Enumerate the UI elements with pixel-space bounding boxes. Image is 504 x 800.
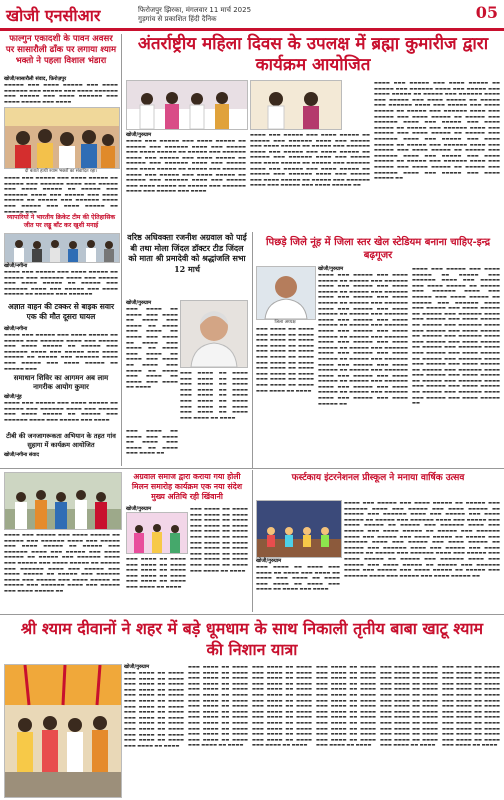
main-body-col1: ▬▬▬▬ ▬▬▬ ▬▬▬▬▬ ▬▬▬ ▬▬▬▬ ▬▬▬▬▬ ▬▬ ▬▬▬▬▬ ▬▬▬ ▬▬▬▬▬▬ ▬▬▬▬ ▬▬▬ ▬▬▬▬▬ ▬▬▬ ▬▬▬▬ ▬▬▬▬▬ ▬▬ ▬▬▬▬▬ ▬▬▬ ▬▬▬▬▬▬ ▬▬▬▬ ▬▬▬ ▬▬▬▬▬ ▬▬▬ ▬▬▬▬ ▬▬▬▬▬ ▬▬ ▬▬▬▬▬ ▬▬▬ ▬▬▬▬▬▬ ▬▬▬▬ ▬▬▬ ▬▬▬▬▬ ▬▬▬ ▬▬▬▬ ▬▬▬▬▬ ▬▬ ▬▬▬▬▬ ▬▬▬ ▬▬▬▬▬▬ ▬▬▬▬ ▬▬▬ ▬▬▬▬▬ ▬▬▬ ▬▬▬▬ ▬▬▬▬▬ ▬▬ ▬▬▬▬▬ ▬▬▬ ▬▬▬▬▬▬ ▬▬▬▬ ▬▬▬ ▬▬▬▬▬ ▬▬▬ ▬▬▬▬ ▬▬▬▬▬ ▬▬ ▬▬▬▬▬ ▬▬▬ ▬▬▬▬▬▬ ▬▬▬▬ ▬▬▬ ▬▬▬▬▬ ▬▬▬ ▬▬▬▬ bbox=[126, 138, 246, 194]
story-samadhan-body: ▬▬▬▬ ▬▬▬ ▬▬▬▬▬ ▬▬▬ ▬▬▬▬ ▬▬▬▬▬ ▬▬ ▬▬▬▬▬ ▬▬▬ ▬▬▬▬▬▬ ▬▬▬▬ ▬▬▬ ▬▬▬▬▬ ▬▬▬ ▬▬▬▬ ▬▬▬▬▬ ▬▬ ▬▬▬▬▬ ▬▬▬ ▬▬▬▬▬▬ ▬▬▬▬ ▬▬▬ ▬▬▬▬▬ ▬▬▬ ▬▬▬▬ bbox=[4, 400, 118, 422]
story-tb-body: ▬▬▬▬ ▬▬▬ ▬▬▬▬▬ ▬▬▬ ▬▬▬▬ ▬▬▬▬▬ ▬▬ ▬▬▬▬▬ ▬▬▬ ▬▬▬▬▬▬ ▬▬▬▬ ▬▬▬ ▬▬▬▬▬ ▬▬▬ ▬▬▬▬ ▬▬▬▬▬ ▬▬ ▬▬▬▬▬ ▬▬▬ ▬▬▬▬▬▬ ▬▬▬▬ ▬▬▬ ▬▬▬▬▬ ▬▬▬ ▬▬▬▬ ▬▬▬▬▬ ▬▬ ▬▬▬▬▬ ▬▬▬ ▬▬▬▬▬▬ ▬▬▬▬ ▬▬▬ ▬▬▬▬▬ ▬▬▬ ▬▬▬▬ ▬▬▬▬▬ ▬▬ ▬▬▬▬▬ ▬▬▬ ▬▬▬▬▬▬ ▬▬▬▬ ▬▬▬ ▬▬▬▬▬ ▬▬▬ ▬▬▬▬ ▬▬▬▬▬ ▬▬ ▬▬▬▬▬ ▬▬▬ ▬▬▬▬▬▬ ▬▬▬▬ ▬▬▬ ▬▬▬▬▬ ▬▬▬ ▬▬▬▬ ▬▬▬▬▬ ▬▬ ▬▬▬▬▬ ▬▬▬ ▬▬▬▬▬▬ ▬▬▬▬ ▬▬▬ ▬▬▬▬▬ ▬▬▬ ▬▬▬▬ ▬▬▬▬▬ ▬▬ bbox=[4, 532, 120, 593]
school-dateline: खोजी/गुरुग्राम bbox=[256, 558, 282, 564]
main-dateline: खोजी/गुरुग्राम bbox=[126, 132, 152, 138]
story-accident-headline: अज्ञात वाहन की टक्कर से बाइक सवार एक की मौत दूसरा घायल bbox=[7, 302, 115, 321]
story-falgun-dateline: खोजी/सासारौली संवाद, फ़िरोज़पुर bbox=[4, 76, 67, 82]
bottom-dateline: खोजी/गुरुग्राम bbox=[124, 664, 150, 670]
stadium-dateline: खोजी/गुरुग्राम bbox=[318, 266, 344, 272]
story-falgun-body-2: ▬▬▬▬ ▬▬▬ ▬▬▬▬▬ ▬▬▬ ▬▬▬▬ ▬▬▬▬▬ ▬▬ ▬▬▬▬▬ ▬▬▬ ▬▬▬▬▬▬ ▬▬▬▬ ▬▬▬ ▬▬▬▬▬ ▬▬▬ ▬▬▬▬ ▬▬▬▬▬ ▬▬ ▬▬▬▬▬ ▬▬▬ ▬▬▬▬▬▬ ▬▬▬▬ ▬▬▬ ▬▬▬▬▬ ▬▬▬ ▬▬▬▬ ▬▬▬▬▬ ▬▬ ▬▬▬▬▬ ▬▬▬ ▬▬▬▬▬▬ ▬▬▬▬ ▬▬▬ ▬▬▬▬▬ ▬▬▬ ▬▬▬▬ ▬▬▬▬▬ ▬▬ ▬▬▬▬▬ ▬▬▬ bbox=[4, 175, 118, 214]
bottom-body-col1: ▬▬▬ ▬▬▬▬ ▬▬ ▬▬▬▬ ▬▬▬ ▬▬▬▬ ▬▬ ▬▬▬▬ ▬▬▬ ▬▬▬▬ ▬▬ ▬▬▬▬ ▬▬▬ ▬▬▬▬ ▬▬ ▬▬▬▬ ▬▬▬ ▬▬▬▬ ▬▬ ▬▬▬▬ ▬▬▬ ▬▬▬▬ ▬▬ ▬▬▬▬ ▬▬▬ ▬▬▬▬ ▬▬ ▬▬▬▬ ▬▬▬ ▬▬▬▬ ▬▬ ▬▬▬▬ ▬▬▬ ▬▬▬▬ ▬▬ ▬▬▬▬ ▬▬▬ ▬▬▬▬ ▬▬ ▬▬▬▬ ▬▬▬ ▬▬▬▬ ▬▬ ▬▬▬▬ ▬▬▬ ▬▬▬▬ ▬▬ ▬▬▬▬ ▬▬▬ ▬▬▬▬ ▬▬ ▬▬▬▬ ▬▬▬ ▬▬▬▬ ▬▬ ▬▬▬▬ bbox=[124, 670, 184, 748]
photo-bhandara-caption: दी बताते हाथी श्याम भक्तों का संवादित रहा। bbox=[24, 169, 98, 174]
obituary-headline: वरिष्ठ अधिवक्ता रजनीश अग्रवाल को पाई बी तथा मोला जिंदल डॉक्टर टीड जिंदल को माता श्री प्रमादेवी को श्रद्धांजलि सभा 12 मार्च bbox=[127, 232, 247, 274]
story-accident-dateline: खोजी/नगीना bbox=[4, 326, 28, 332]
stadium-headline: पिछड़े जिले नूंह में जिला स्तर खेल स्टेडियम बनाना चाहिए-इन्द्र बढ़गूजर bbox=[265, 237, 491, 261]
story-falgun-body: ▬▬▬▬▬ ▬▬▬ ▬▬▬▬ ▬▬▬▬▬ ▬▬▬ ▬▬▬▬ ▬▬▬▬▬▬ ▬▬▬ ▬▬▬▬▬ ▬▬▬ ▬▬▬▬ ▬▬▬▬▬▬ ▬▬▬ ▬▬▬▬▬ ▬▬▬ ▬▬▬▬ ▬▬▬▬▬▬ ▬▬▬ ▬▬▬▬ ▬▬▬▬▬ ▬▬▬ ▬▬▬▬ bbox=[4, 82, 118, 104]
bottom-body-col6: ▬▬▬ ▬▬▬▬ ▬▬ ▬▬▬▬ ▬▬▬ ▬▬▬▬ ▬▬ ▬▬▬▬ ▬▬▬ ▬▬▬▬ ▬▬ ▬▬▬▬ ▬▬▬ ▬▬▬▬ ▬▬ ▬▬▬▬ ▬▬▬ ▬▬▬▬ ▬▬ ▬▬▬▬ ▬▬▬ ▬▬▬▬ ▬▬ ▬▬▬▬ ▬▬▬ ▬▬▬▬ ▬▬ ▬▬▬▬ ▬▬▬ ▬▬▬▬ ▬▬ ▬▬▬▬ ▬▬▬ ▬▬▬▬ ▬▬ ▬▬▬▬ ▬▬▬ ▬▬▬▬ ▬▬ ▬▬▬▬ ▬▬▬ ▬▬▬▬ ▬▬ ▬▬▬▬ ▬▬▬ ▬▬▬▬ ▬▬ ▬▬▬▬ ▬▬▬ ▬▬▬▬ ▬▬ ▬▬▬▬ ▬▬▬ ▬▬▬▬ ▬▬ ▬▬▬▬ ▬▬▬ ▬▬▬▬ ▬▬ ▬▬▬▬ bbox=[442, 664, 500, 748]
photo-bhandara bbox=[4, 107, 120, 169]
school-headline: फर्स्टकाय इंटरनेशनल प्रीस्कूल ने मनाया वार्षिक उत्सव bbox=[291, 473, 465, 483]
photo-brahma-kumaris-1 bbox=[126, 80, 248, 130]
holi-dateline: खोजी/गुरुग्राम bbox=[126, 506, 152, 512]
bottom-body-col5: ▬▬▬ ▬▬▬▬ ▬▬ ▬▬▬▬ ▬▬▬ ▬▬▬▬ ▬▬ ▬▬▬▬ ▬▬▬ ▬▬▬▬ ▬▬ ▬▬▬▬ ▬▬▬ ▬▬▬▬ ▬▬ ▬▬▬▬ ▬▬▬ ▬▬▬▬ ▬▬ ▬▬▬▬ ▬▬▬ ▬▬▬▬ ▬▬ ▬▬▬▬ ▬▬▬ ▬▬▬▬ ▬▬ ▬▬▬▬ ▬▬▬ ▬▬▬▬ ▬▬ ▬▬▬▬ ▬▬▬ ▬▬▬▬ ▬▬ ▬▬▬▬ ▬▬▬ ▬▬▬▬ ▬▬ ▬▬▬▬ ▬▬▬ ▬▬▬▬ ▬▬ ▬▬▬▬ ▬▬▬ ▬▬▬▬ ▬▬ ▬▬▬▬ ▬▬▬ ▬▬▬▬ ▬▬ ▬▬▬▬ ▬▬▬ ▬▬▬▬ ▬▬ ▬▬▬▬ ▬▬▬ ▬▬▬▬ ▬▬ ▬▬▬▬ bbox=[380, 664, 438, 748]
publication-line: गुड़गांव से प्रकाशित हिंदी दैनिक bbox=[138, 15, 217, 23]
holi-headline: अग्रवाल समाज द्वारा कराया गया होली मिलन समारोह कार्यक्रम एक नया संदेश मुख्य अतिथि रही खिंवानी bbox=[131, 472, 243, 501]
issue-date: फिरोजपुर झिरका, मंगलवार 11 मार्च 2025 bbox=[138, 6, 252, 14]
story-cricket-body: ▬▬▬▬ ▬▬▬ ▬▬▬▬▬ ▬▬▬ ▬▬▬▬ ▬▬▬▬▬ ▬▬ ▬▬▬▬▬ ▬▬▬ ▬▬▬▬▬▬ ▬▬▬▬ ▬▬▬ ▬▬▬▬▬ ▬▬▬ ▬▬▬▬ ▬▬▬▬▬ ▬▬ ▬▬▬▬▬ ▬▬▬ ▬▬▬▬▬▬ ▬▬▬▬ ▬▬▬ ▬▬▬▬▬ ▬▬▬ ▬▬▬▬ ▬▬▬▬▬ ▬▬ ▬▬▬▬▬ ▬▬▬ ▬▬▬▬▬▬ bbox=[4, 269, 118, 297]
obituary-body: ▬▬▬ ▬▬▬▬ ▬▬ ▬▬▬▬ ▬▬▬ ▬▬▬▬ ▬▬ ▬▬▬▬ ▬▬▬ ▬▬▬▬ ▬▬ ▬▬▬▬ ▬▬▬ ▬▬▬▬ ▬▬ ▬▬▬▬ ▬▬▬ ▬▬▬▬ ▬▬ ▬▬▬▬ ▬▬▬ ▬▬▬▬ ▬▬ ▬▬▬▬ ▬▬▬ ▬▬▬▬ ▬▬ ▬▬▬▬ ▬▬▬ ▬▬▬▬ ▬▬ ▬▬▬▬ ▬▬▬ ▬▬▬▬ ▬▬ ▬▬▬▬ ▬▬▬ ▬▬▬▬ ▬▬ ▬▬▬▬ ▬▬▬ ▬▬▬▬ ▬▬ ▬▬▬▬ bbox=[126, 306, 178, 390]
bottom-body-col2: ▬▬▬ ▬▬▬▬ ▬▬ ▬▬▬▬ ▬▬▬ ▬▬▬▬ ▬▬ ▬▬▬▬ ▬▬▬ ▬▬▬▬ ▬▬ ▬▬▬▬ ▬▬▬ ▬▬▬▬ ▬▬ ▬▬▬▬ ▬▬▬ ▬▬▬▬ ▬▬ ▬▬▬▬ ▬▬▬ ▬▬▬▬ ▬▬ ▬▬▬▬ ▬▬▬ ▬▬▬▬ ▬▬ ▬▬▬▬ ▬▬▬ ▬▬▬▬ ▬▬ ▬▬▬▬ ▬▬▬ ▬▬▬▬ ▬▬ ▬▬▬▬ ▬▬▬ ▬▬▬▬ ▬▬ ▬▬▬▬ ▬▬▬ ▬▬▬▬ ▬▬ ▬▬▬▬ ▬▬▬ ▬▬▬▬ ▬▬ ▬▬▬▬ ▬▬▬ ▬▬▬▬ ▬▬ ▬▬▬▬ ▬▬▬ ▬▬▬▬ ▬▬ ▬▬▬▬ ▬▬▬ ▬▬▬▬ ▬▬ ▬▬▬▬ bbox=[188, 664, 248, 748]
photo-indra-badgujar bbox=[256, 266, 316, 320]
holi-body-col0: ▬▬▬ ▬▬▬▬ ▬▬ ▬▬▬▬ ▬▬▬ ▬▬▬▬ ▬▬ ▬▬▬▬ ▬▬▬ ▬▬▬▬ ▬▬ ▬▬▬▬ ▬▬▬ ▬▬▬▬ ▬▬ ▬▬▬▬ ▬▬▬ ▬▬▬▬ ▬▬ ▬▬▬▬ ▬▬▬ ▬▬▬▬ ▬▬ ▬▬▬▬ bbox=[126, 556, 186, 589]
holi-body-col1: ▬▬▬ ▬▬▬▬ ▬▬ ▬▬▬▬ ▬▬▬ ▬▬▬▬ ▬▬ ▬▬▬▬ ▬▬▬ ▬▬▬▬ ▬▬ ▬▬▬▬ ▬▬▬ ▬▬▬▬ ▬▬ ▬▬▬▬ ▬▬▬ ▬▬▬▬ ▬▬ ▬▬▬▬ ▬▬▬ ▬▬▬▬ ▬▬ ▬▬▬▬ ▬▬▬ ▬▬▬▬ ▬▬ ▬▬▬▬ ▬▬▬ ▬▬▬▬ ▬▬ ▬▬▬▬ ▬▬▬ ▬▬▬▬ ▬▬ ▬▬▬▬ ▬▬▬ ▬▬▬▬ ▬▬ ▬▬▬▬ ▬▬▬ ▬▬▬▬ ▬▬ ▬▬▬▬ ▬▬▬ ▬▬▬▬ ▬▬ ▬▬▬▬ bbox=[190, 506, 248, 573]
story-cricket-dateline: खोजी/नगीना bbox=[4, 263, 28, 269]
bottom-body-col4: ▬▬▬ ▬▬▬▬ ▬▬ ▬▬▬▬ ▬▬▬ ▬▬▬▬ ▬▬ ▬▬▬▬ ▬▬▬ ▬▬▬▬ ▬▬ ▬▬▬▬ ▬▬▬ ▬▬▬▬ ▬▬ ▬▬▬▬ ▬▬▬ ▬▬▬▬ ▬▬ ▬▬▬▬ ▬▬▬ ▬▬▬▬ ▬▬ ▬▬▬▬ ▬▬▬ ▬▬▬▬ ▬▬ ▬▬▬▬ ▬▬▬ ▬▬▬▬ ▬▬ ▬▬▬▬ ▬▬▬ ▬▬▬▬ ▬▬ ▬▬▬▬ ▬▬▬ ▬▬▬▬ ▬▬ ▬▬▬▬ ▬▬▬ ▬▬▬▬ ▬▬ ▬▬▬▬ ▬▬▬ ▬▬▬▬ ▬▬ ▬▬▬▬ ▬▬▬ ▬▬▬▬ ▬▬ ▬▬▬▬ ▬▬▬ ▬▬▬▬ ▬▬ ▬▬▬▬ ▬▬▬ ▬▬▬▬ ▬▬ ▬▬▬▬ bbox=[316, 664, 376, 748]
section-divider bbox=[0, 614, 504, 615]
photo-nishan-yatra bbox=[4, 664, 122, 798]
main-body-col3: ▬▬▬▬ ▬▬▬ ▬▬▬▬▬ ▬▬▬ ▬▬▬▬ ▬▬▬▬▬ ▬▬ ▬▬▬▬▬ ▬▬▬ ▬▬▬▬▬▬ ▬▬▬▬ ▬▬▬ ▬▬▬▬▬ ▬▬▬ ▬▬▬▬ ▬▬▬▬▬ ▬▬ ▬▬▬▬▬ ▬▬▬ ▬▬▬▬▬▬ ▬▬▬▬ ▬▬▬ ▬▬▬▬▬ ▬▬▬ ▬▬▬▬ ▬▬▬▬▬ ▬▬ ▬▬▬▬▬ ▬▬▬ ▬▬▬▬▬▬ ▬▬▬▬ ▬▬▬ ▬▬▬▬▬ ▬▬▬ ▬▬▬▬ ▬▬▬▬▬ ▬▬ ▬▬▬▬▬ ▬▬▬ ▬▬▬▬▬▬ ▬▬▬▬ ▬▬▬ ▬▬▬▬▬ ▬▬▬ ▬▬▬▬ ▬▬▬▬▬ ▬▬ ▬▬▬▬▬ ▬▬▬ ▬▬▬▬▬▬ ▬▬▬▬ ▬▬▬ ▬▬▬▬▬ ▬▬▬ ▬▬▬▬ ▬▬▬▬▬ ▬▬ ▬▬▬▬▬ ▬▬▬ ▬▬▬▬▬▬ ▬▬▬▬ ▬▬▬ ▬▬▬▬▬ ▬▬▬ ▬▬▬▬ ▬▬▬▬▬ ▬▬ ▬▬▬▬▬ ▬▬▬ ▬▬▬▬▬▬ ▬▬▬▬ ▬▬▬ ▬▬▬▬▬ ▬▬▬ ▬▬▬▬ ▬▬▬▬▬ ▬▬ ▬▬▬▬▬ ▬▬▬ ▬▬▬▬▬▬ ▬▬▬▬ ▬▬▬ ▬▬▬▬▬ ▬▬▬ ▬▬▬▬ ▬▬▬▬▬ ▬▬ ▬▬▬▬▬ ▬▬▬ ▬▬▬▬▬▬ ▬▬▬▬ ▬▬▬ ▬▬▬▬▬ ▬▬▬ ▬▬▬▬ ▬▬▬▬▬ ▬▬ ▬▬▬▬▬ ▬▬▬ ▬▬▬▬▬▬ ▬▬▬▬ ▬▬▬ ▬▬▬▬▬ ▬▬▬ ▬▬▬▬ ▬▬▬▬▬ ▬▬ ▬▬▬▬▬ ▬▬▬ ▬▬▬▬▬▬ ▬▬▬▬ ▬▬▬ ▬▬▬▬▬ ▬▬▬ ▬▬▬▬ ▬▬▬▬▬ ▬▬ bbox=[374, 80, 500, 181]
photo-obituary-portrait bbox=[180, 300, 248, 368]
bottom-headline: श्री श्याम दीवानों ने शहर में बड़े धूमधाम के साथ निकाली तृतीय बाबा खाटू श्याम की निशान यात्रा bbox=[20, 619, 484, 659]
story-samadhan-headline: समाधान शिविर का आगमन अब लाम नागरीक आयोग कुमार bbox=[13, 373, 109, 391]
story-cricket-headline: व्यापारियों ने भारतीय क्रिकेट टीम की ऐतिहासिक जीत पर लड्डू बाँट कर खुशी मनाई bbox=[6, 214, 116, 229]
photo-cricket-celebration bbox=[4, 233, 120, 263]
bottom-body-col3: ▬▬▬ ▬▬▬▬ ▬▬ ▬▬▬▬ ▬▬▬ ▬▬▬▬ ▬▬ ▬▬▬▬ ▬▬▬ ▬▬▬▬ ▬▬ ▬▬▬▬ ▬▬▬ ▬▬▬▬ ▬▬ ▬▬▬▬ ▬▬▬ ▬▬▬▬ ▬▬ ▬▬▬▬ ▬▬▬ ▬▬▬▬ ▬▬ ▬▬▬▬ ▬▬▬ ▬▬▬▬ ▬▬ ▬▬▬▬ ▬▬▬ ▬▬▬▬ ▬▬ ▬▬▬▬ ▬▬▬ ▬▬▬▬ ▬▬ ▬▬▬▬ ▬▬▬ ▬▬▬▬ ▬▬ ▬▬▬▬ ▬▬▬ ▬▬▬▬ ▬▬ ▬▬▬▬ ▬▬▬ ▬▬▬▬ ▬▬ ▬▬▬▬ ▬▬▬ ▬▬▬▬ ▬▬ ▬▬▬▬ ▬▬▬ ▬▬▬▬ ▬▬ ▬▬▬▬ ▬▬▬ ▬▬▬▬ ▬▬ ▬▬▬▬ bbox=[252, 664, 312, 748]
photo-holi-milan bbox=[126, 512, 188, 554]
column-divider bbox=[252, 232, 253, 468]
main-body-col2: ▬▬▬▬ ▬▬▬ ▬▬▬▬▬ ▬▬▬ ▬▬▬▬ ▬▬▬▬▬ ▬▬ ▬▬▬▬▬ ▬▬▬ ▬▬▬▬▬▬ ▬▬▬▬ ▬▬▬ ▬▬▬▬▬ ▬▬▬ ▬▬▬▬ ▬▬▬▬▬ ▬▬ ▬▬▬▬▬ ▬▬▬ ▬▬▬▬▬▬ ▬▬▬▬ ▬▬▬ ▬▬▬▬▬ ▬▬▬ ▬▬▬▬ ▬▬▬▬▬ ▬▬ ▬▬▬▬▬ ▬▬▬ ▬▬▬▬▬▬ ▬▬▬▬ ▬▬▬ ▬▬▬▬▬ ▬▬▬ ▬▬▬▬ ▬▬▬▬▬ ▬▬ ▬▬▬▬▬ ▬▬▬ ▬▬▬▬▬▬ ▬▬▬▬ ▬▬▬ ▬▬▬▬▬ ▬▬▬ ▬▬▬▬ ▬▬▬▬▬ ▬▬ ▬▬▬▬▬ ▬▬▬ ▬▬▬▬▬▬ ▬▬▬▬ ▬▬▬ ▬▬▬▬▬ ▬▬▬ ▬▬▬▬ ▬▬▬▬▬ ▬▬ ▬▬▬▬▬ ▬▬▬ ▬▬▬▬▬▬ ▬▬▬▬ ▬▬▬ ▬▬▬▬▬ ▬▬▬ ▬▬▬▬ ▬▬▬▬▬ ▬▬ bbox=[250, 132, 370, 188]
story-falgun-headline: फाल्गुन एकादशी के पावन अवसर पर सासारौली ढाँक पर लगाया श्याम भक्तो ने पहला विशाल भंडारा bbox=[5, 34, 117, 66]
masthead-meta bbox=[138, 6, 251, 24]
masthead bbox=[0, 0, 504, 31]
story-tb-dateline: खोजी/नगीना संवाद bbox=[4, 452, 40, 458]
main-headline: अंतर्राष्ट्रीय महिला दिवस के उपलक्ष में ब्रह्मा कुमारीज द्वारा कार्यक्रम आयोजित bbox=[137, 34, 489, 75]
school-body-col1: ▬▬▬▬ ▬▬▬ ▬▬▬▬▬ ▬▬▬ ▬▬▬▬ ▬▬▬▬▬ ▬▬ ▬▬▬▬▬ ▬▬▬ ▬▬▬▬▬▬ ▬▬▬▬ ▬▬▬ ▬▬▬▬▬ ▬▬▬ ▬▬▬▬ ▬▬▬▬▬ ▬▬ ▬▬▬▬▬ ▬▬▬ ▬▬▬▬▬▬ ▬▬▬▬ ▬▬▬ ▬▬▬▬▬ ▬▬▬ ▬▬▬▬ ▬▬▬▬▬ ▬▬ ▬▬▬▬▬ ▬▬▬ ▬▬▬▬▬▬ ▬▬▬▬ ▬▬▬ ▬▬▬▬▬ ▬▬▬ ▬▬▬▬ ▬▬▬▬▬ ▬▬ ▬▬▬▬▬ ▬▬▬ ▬▬▬▬▬▬ ▬▬▬▬ ▬▬▬ ▬▬▬▬▬ ▬▬▬ ▬▬▬▬ ▬▬▬▬▬ ▬▬ ▬▬▬▬▬ ▬▬▬ ▬▬▬▬▬▬ ▬▬▬▬ ▬▬▬ ▬▬▬▬▬ ▬▬▬ ▬▬▬▬ ▬▬▬▬▬ ▬▬ ▬▬▬▬▬ ▬▬▬ ▬▬▬▬▬▬ ▬▬▬▬ ▬▬▬ ▬▬▬▬▬ ▬▬▬ ▬▬▬▬ ▬▬▬▬▬ ▬▬ ▬▬▬▬▬ ▬▬▬ ▬▬▬▬▬▬ ▬▬▬▬ ▬▬▬ ▬▬▬▬▬ ▬▬▬ ▬▬▬▬ ▬▬▬▬▬ ▬▬ ▬▬▬▬▬ ▬▬▬ ▬▬▬▬▬▬ ▬▬▬▬ ▬▬▬ ▬▬▬▬▬ ▬▬▬ ▬▬▬▬ ▬▬▬▬▬ ▬▬ ▬▬▬▬▬ ▬▬▬ ▬▬▬▬▬▬ ▬▬▬▬ ▬▬▬ ▬▬▬▬▬ ▬▬▬ ▬▬▬▬ ▬▬▬▬▬ ▬▬ ▬▬▬▬▬ ▬▬▬ ▬▬▬▬▬▬ ▬▬▬▬ ▬▬▬ ▬▬▬▬▬ ▬▬▬ ▬▬▬▬ ▬▬▬▬▬ ▬▬ ▬▬▬▬▬ ▬▬▬ ▬▬▬▬▬▬ ▬▬▬▬ ▬▬▬ ▬▬▬▬▬ ▬▬▬ ▬▬▬▬ ▬▬▬▬▬ ▬▬ bbox=[344, 500, 500, 578]
photo-preschool-event bbox=[256, 500, 342, 558]
obituary-dateline: खोजी/गुरुग्राम bbox=[126, 300, 152, 306]
stadium-body-col2: ▬▬▬▬ ▬▬▬ ▬▬▬▬▬ ▬▬▬ ▬▬▬▬ ▬▬▬▬▬ ▬▬ ▬▬▬▬▬ ▬▬▬ ▬▬▬▬▬▬ ▬▬▬▬ ▬▬▬ ▬▬▬▬▬ ▬▬▬ ▬▬▬▬ ▬▬▬▬▬ ▬▬ ▬▬▬▬▬ ▬▬▬ ▬▬▬▬▬▬ ▬▬▬▬ ▬▬▬ ▬▬▬▬▬ ▬▬▬ ▬▬▬▬ ▬▬▬▬▬ ▬▬ ▬▬▬▬▬ ▬▬▬ ▬▬▬▬▬▬ ▬▬▬▬ ▬▬▬ ▬▬▬▬▬ ▬▬▬ ▬▬▬▬ ▬▬▬▬▬ ▬▬ ▬▬▬▬▬ ▬▬▬ ▬▬▬▬▬▬ ▬▬▬▬ ▬▬▬ ▬▬▬▬▬ ▬▬▬ ▬▬▬▬ ▬▬▬▬▬ ▬▬ ▬▬▬▬▬ ▬▬▬ ▬▬▬▬▬▬ ▬▬▬▬ ▬▬▬ ▬▬▬▬▬ ▬▬▬ ▬▬▬▬ ▬▬▬▬▬ ▬▬ ▬▬▬▬▬ ▬▬▬ ▬▬▬▬▬▬ ▬▬▬▬ ▬▬▬ ▬▬▬▬▬ ▬▬▬ ▬▬▬▬ ▬▬▬▬▬ ▬▬ ▬▬▬▬▬ ▬▬▬ ▬▬▬▬▬▬ ▬▬▬▬ ▬▬▬ ▬▬▬▬▬ ▬▬▬ ▬▬▬▬ ▬▬▬▬▬ ▬▬ ▬▬▬▬▬ ▬▬▬ ▬▬▬▬▬▬ ▬▬▬▬ ▬▬▬ ▬▬▬▬▬ ▬▬▬ ▬▬▬▬ ▬▬▬▬▬ ▬▬ ▬▬▬▬▬ ▬▬▬ ▬▬▬▬▬▬ ▬▬▬▬ ▬▬▬ ▬▬▬▬▬ ▬▬▬ ▬▬▬▬ ▬▬▬▬▬ ▬▬ ▬▬▬▬▬ ▬▬▬ ▬▬▬▬▬▬ ▬▬▬▬ ▬▬▬ ▬▬▬▬▬ ▬▬▬ ▬▬▬▬ ▬▬▬▬▬ ▬▬ ▬▬▬▬▬ ▬▬▬ ▬▬▬▬▬▬ ▬▬▬▬ ▬▬▬ ▬▬▬▬▬ ▬▬▬ ▬▬▬▬ ▬▬▬▬▬ ▬▬ bbox=[412, 266, 500, 406]
story-samadhan-dateline: खोजी/नूंह bbox=[4, 394, 22, 400]
stadium-body-col1: ▬▬▬▬ ▬▬▬ ▬▬▬▬▬ ▬▬▬ ▬▬▬▬ ▬▬▬▬▬ ▬▬ ▬▬▬▬▬ ▬▬▬ ▬▬▬▬▬▬ ▬▬▬▬ ▬▬▬ ▬▬▬▬▬ ▬▬▬ ▬▬▬▬ ▬▬▬▬▬ ▬▬ ▬▬▬▬▬ ▬▬▬ ▬▬▬▬▬▬ ▬▬▬▬ ▬▬▬ ▬▬▬▬▬ ▬▬▬ ▬▬▬▬ ▬▬▬▬▬ ▬▬ ▬▬▬▬▬ ▬▬▬ ▬▬▬▬▬▬ ▬▬▬▬ ▬▬▬ ▬▬▬▬▬ ▬▬▬ ▬▬▬▬ ▬▬▬▬▬ ▬▬ ▬▬▬▬▬ ▬▬▬ ▬▬▬▬▬▬ ▬▬▬▬ ▬▬▬ ▬▬▬▬▬ ▬▬▬ ▬▬▬▬ ▬▬▬▬▬ ▬▬ ▬▬▬▬▬ ▬▬▬ ▬▬▬▬▬▬ ▬▬▬▬ ▬▬▬ ▬▬▬▬▬ ▬▬▬ ▬▬▬▬ ▬▬▬▬▬ ▬▬ ▬▬▬▬▬ ▬▬▬ ▬▬▬▬▬▬ ▬▬▬▬ ▬▬▬ ▬▬▬▬▬ ▬▬▬ ▬▬▬▬ ▬▬▬▬▬ ▬▬ ▬▬▬▬▬ ▬▬▬ ▬▬▬▬▬▬ ▬▬▬▬ ▬▬▬ ▬▬▬▬▬ ▬▬▬ ▬▬▬▬ ▬▬▬▬▬ ▬▬ ▬▬▬▬▬ ▬▬▬ ▬▬▬▬▬▬ ▬▬▬▬ ▬▬▬ ▬▬▬▬▬ ▬▬▬ ▬▬▬▬ ▬▬▬▬▬ ▬▬ ▬▬▬▬▬ ▬▬▬ ▬▬▬▬▬▬ ▬▬▬▬ ▬▬▬ ▬▬▬▬▬ ▬▬▬ ▬▬▬▬ ▬▬▬▬▬ ▬▬ ▬▬▬▬▬ ▬▬▬ ▬▬▬▬▬▬ ▬▬▬▬ ▬▬▬ ▬▬▬▬▬ ▬▬▬ ▬▬▬▬ ▬▬▬▬▬ ▬▬ ▬▬▬▬▬ ▬▬▬ ▬▬▬▬▬▬ ▬▬▬▬ ▬▬▬ ▬▬▬▬▬ ▬▬▬ ▬▬▬▬ ▬▬▬▬▬ ▬▬ bbox=[318, 272, 408, 406]
photo-tb-awareness bbox=[4, 472, 122, 530]
stadium-body-col0: ▬▬▬ ▬▬▬▬ ▬▬ ▬▬▬▬ ▬▬▬ ▬▬▬▬ ▬▬ ▬▬▬▬ ▬▬▬ ▬▬▬▬ ▬▬ ▬▬▬▬ ▬▬▬ ▬▬▬▬ ▬▬ ▬▬▬▬ ▬▬▬ ▬▬▬▬ ▬▬ ▬▬▬▬ ▬▬▬ ▬▬▬▬ ▬▬ ▬▬▬▬ ▬▬▬ ▬▬▬▬ ▬▬ ▬▬▬▬ ▬▬▬ ▬▬▬▬ ▬▬ ▬▬▬▬ ▬▬▬ ▬▬▬▬ ▬▬ ▬▬▬▬ ▬▬▬ ▬▬▬▬ ▬▬ ▬▬▬▬ ▬▬▬ ▬▬▬▬ ▬▬ ▬▬▬▬ ▬▬▬ ▬▬▬▬ ▬▬ ▬▬▬▬ bbox=[256, 326, 314, 393]
story-accident-body: ▬▬▬▬ ▬▬▬ ▬▬▬▬▬ ▬▬▬ ▬▬▬▬ ▬▬▬▬▬ ▬▬ ▬▬▬▬▬ ▬▬▬ ▬▬▬▬▬▬ ▬▬▬▬ ▬▬▬ ▬▬▬▬▬ ▬▬▬ ▬▬▬▬ ▬▬▬▬▬ ▬▬ ▬▬▬▬▬ ▬▬▬ ▬▬▬▬▬▬ ▬▬▬▬ ▬▬▬ ▬▬▬▬▬ ▬▬▬ ▬▬▬▬ ▬▬▬▬▬ ▬▬ ▬▬▬▬▬ ▬▬▬ ▬▬▬▬▬▬ ▬▬▬▬ ▬▬▬ ▬▬▬▬▬ ▬▬▬ ▬▬▬▬ ▬▬▬▬▬ ▬▬ ▬▬▬▬▬ ▬▬▬ bbox=[4, 332, 118, 371]
page-number: 05 bbox=[475, 3, 498, 22]
story-tb-headline: टीबी की जनजागरूकता अभियान के तहत गांव सुहागा में कार्यक्रम आयोजित bbox=[6, 432, 116, 449]
obituary-body-3: ▬▬▬ ▬▬▬▬ ▬▬ ▬▬▬▬ ▬▬▬ ▬▬▬▬ ▬▬ ▬▬▬▬ ▬▬▬ ▬▬▬▬ ▬▬ ▬▬▬▬ ▬▬▬ ▬▬▬▬ ▬▬ bbox=[126, 428, 178, 456]
section-divider bbox=[0, 468, 504, 469]
column-divider bbox=[252, 470, 253, 612]
column-divider bbox=[121, 34, 122, 466]
photo-brahma-kumaris-2 bbox=[250, 80, 342, 130]
school-body-col0: ▬▬▬ ▬▬▬▬ ▬▬ ▬▬▬▬ ▬▬▬ ▬▬▬▬ ▬▬ ▬▬▬▬ ▬▬▬ ▬▬▬▬ ▬▬ ▬▬▬▬ ▬▬▬ ▬▬▬▬ ▬▬ ▬▬▬▬ ▬▬▬ ▬▬▬▬ ▬▬ ▬▬▬▬ ▬▬▬ ▬▬▬▬ ▬▬ ▬▬▬▬ ▬▬▬ ▬▬▬▬ bbox=[256, 564, 340, 592]
photo-indra-caption: जिला अध्यक्ष bbox=[274, 320, 296, 325]
newspaper-logo: खोजी एनसीआर bbox=[6, 6, 101, 25]
obituary-body-2: ▬▬▬ ▬▬▬▬ ▬▬ ▬▬▬▬ ▬▬▬ ▬▬▬▬ ▬▬ ▬▬▬▬ ▬▬▬ ▬▬▬▬ ▬▬ ▬▬▬▬ ▬▬▬ ▬▬▬▬ ▬▬ ▬▬▬▬ ▬▬▬ ▬▬▬▬ ▬▬ ▬▬▬▬ ▬▬▬ ▬▬▬▬ ▬▬ ▬▬▬▬ ▬▬▬ ▬▬▬▬ ▬▬ ▬▬▬▬ ▬▬▬ ▬▬▬▬ ▬▬ ▬▬▬▬ ▬▬▬ ▬▬▬▬ ▬▬ ▬▬▬▬ bbox=[180, 370, 248, 420]
